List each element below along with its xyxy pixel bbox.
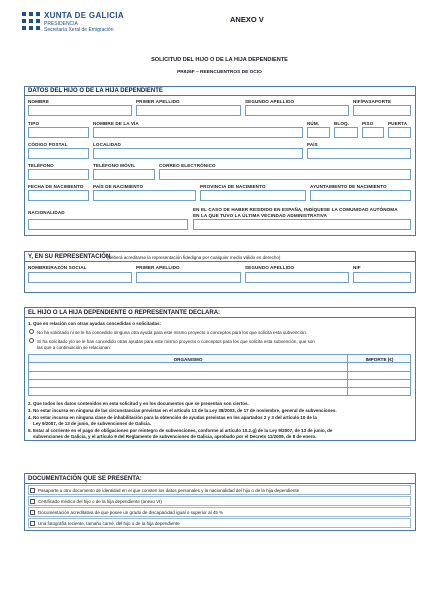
label-rep-nif: NIF [353, 265, 361, 270]
declaration-item-4-line-1: 4. No estar incursa en ninguna clase de inhabilitación para la obtención de ayudas previstas en los apartados 2 y 3 del artículo 10 de la [28, 415, 317, 420]
section-documentation-title: DOCUMENTACIÓN QUE SE PRESENTA: [28, 476, 142, 482]
label-localidad: LOCALIDAD [93, 142, 121, 147]
num-field[interactable] [307, 127, 330, 138]
label-puerta: PUERTA [388, 121, 408, 126]
section-divider [24, 95, 416, 96]
option-yes-aid-radio[interactable] [29, 338, 34, 343]
ayuntamiento-nacimiento-field[interactable] [310, 190, 411, 201]
section-representative-title: Y, EN SU REPRESENTACIÓN [28, 254, 111, 260]
representative-note: (deberá acreditarse la representación fidedigna por cualquier medio válido en derecho) [107, 255, 281, 260]
label-correo: CORREO ELECTRÓNICO [159, 163, 216, 168]
puerta-field[interactable] [388, 127, 411, 138]
pais-nacimiento-field[interactable] [93, 190, 196, 201]
aid-table-col-divider [347, 355, 348, 395]
label-nombre-via: NOMBRE DE LA VÍA [93, 121, 139, 126]
doc-item-2: Certificado médico del hijo o de la hija dependiente (anexo VI) [38, 499, 162, 504]
piso-field[interactable] [362, 127, 384, 138]
option-yes-aid-text-2: las que a continuación se relacionan: [37, 345, 112, 350]
telefono-movil-field[interactable] [93, 169, 155, 180]
declaration-item-4-line-2: Ley 9/2007, de 13 de junio, de subvenciones de Galicia. [33, 421, 152, 426]
label-nombre: NOMBRE [28, 99, 50, 104]
fecha-nacimiento-field[interactable] [28, 190, 89, 201]
label-bloq: BLOQ. [334, 121, 350, 126]
logo [20, 10, 42, 32]
segundo-apellido-field[interactable] [245, 105, 349, 116]
label-pais: PAÍS [307, 142, 318, 147]
label-rep-nombre: NOMBRE/RAZÓN SOCIAL [28, 265, 87, 270]
tipo-field[interactable] [28, 127, 89, 138]
label-num: NÚM. [307, 121, 320, 126]
table-row[interactable] [29, 371, 410, 372]
localidad-field[interactable] [93, 148, 303, 159]
codigo-postal-field[interactable] [28, 148, 89, 159]
correo-field[interactable] [159, 169, 411, 180]
section-dependent-title: DATOS DEL HIJO O DE LA HIJA DEPENDIENTE [28, 88, 163, 94]
nacionalidad-field[interactable] [28, 219, 188, 230]
label-segundo-apellido: SEGUNDO APELLIDO [245, 99, 295, 104]
form-title: SOLICITUD DEL HIJO O DE LA HIJA DEPENDIENTE [151, 57, 288, 63]
procedure-code: PR926F – REENCUENTROS DE OCIO [177, 70, 262, 75]
option-yes-aid-text-1: Sí ha solicitado y/o se le han concedido otras ayudas para este mismo proyecto o conceptos para los que solicita esta subvención, que son [37, 339, 315, 344]
option-no-aid-radio[interactable] [29, 329, 34, 334]
label-tipo: TIPO [28, 121, 40, 126]
label-nacionalidad: NACIONALIDAD [28, 210, 65, 215]
declaration-item-5-line-1: 5. Estar al corriente en el pago de obligaciones por reintegro de subvenciones, conforme al artículo 10.2.g) de la Ley 9/2007, de 13 de junio, de [28, 428, 333, 433]
provincia-nacimiento-field[interactable] [200, 190, 306, 201]
option-no-aid-text: No ha solicitado ni se le ha concedido ninguna otra ayuda para este mismo proyecto o conceptos para los que solicita esta subvención. [37, 330, 307, 335]
label-telefono-movil: TELÉFONO MÓVIL [93, 163, 136, 168]
org-name: XUNTA DE GALICIA [44, 11, 124, 20]
section-divider [24, 261, 416, 262]
doc-item-1: Pasaporte u otro documento de identidad en el que consten los datos personales y la nacionalidad del hijo o de la hija dependiente [38, 488, 300, 493]
doc-checkbox-3[interactable] [30, 510, 35, 515]
doc-item-4: Una fotografía reciente, tamaño carné, del hijo o de la hija dependiente [38, 521, 180, 526]
aid-table-col-importe: IMPORTE (€) [365, 356, 394, 362]
bloq-field[interactable] [334, 127, 358, 138]
label-ultima-vecindad-2: EN LA QUE TUVO LA ÚLTIMA VECINDAD ADMINISTRATIVA [193, 213, 328, 218]
nif-field[interactable] [353, 105, 411, 116]
primer-apellido-field[interactable] [136, 105, 241, 116]
telefono-field[interactable] [28, 169, 89, 180]
org-department: PRESIDENCIA [44, 21, 78, 27]
org-secretariat: Secretaría Xeral de Emigración [44, 27, 114, 33]
label-ultima-vecindad-1: EN EL CASO DE HABER RESIDIDO EN ESPAÑA, INDÍQUESE LA COMUNIDAD AUTÓNOMA [193, 207, 398, 212]
ultima-vecindad-field[interactable] [193, 219, 411, 230]
declaration-item-3: 3. No estar incursa en ninguna de las circunstancias previstas en el artículo 13 de la Ley 38/2003, de 17 de noviembre, general de subvenciones. [28, 408, 337, 413]
nombre-field[interactable] [28, 105, 132, 116]
section-divider [24, 317, 416, 318]
aid-table-col-organismo: ORGANISMO [173, 356, 203, 362]
label-piso: PISO [362, 121, 374, 126]
rep-nombre-field[interactable] [28, 272, 132, 283]
declaration-item-5-line-2: subvenciones de Galicia, y el artículo 9 del Reglamento de subvenciones de Galicia, aprobado por el Decreto 11/2009, de 8 de enero. [33, 434, 317, 439]
label-rep-segundo-apellido: SEGUNDO APELLIDO [245, 265, 295, 270]
label-primer-apellido: PRIMER APELLIDO [136, 99, 180, 104]
declaration-item-2: 2. Que todos los datos contenidos en esta solicitud y en los documentos que se presentan son ciertos. [28, 401, 249, 406]
label-nif: NIF/PASAPORTE [353, 99, 392, 104]
rep-nif-field[interactable] [353, 272, 411, 283]
label-pais-nacimiento: PAÍS DE NACIMIENTO [93, 184, 144, 189]
label-ayuntamiento-nacimiento: AYUNTAMIENTO DE NACIMIENTO [310, 184, 387, 189]
rep-primer-apellido-field[interactable] [136, 272, 241, 283]
xunta-emblem-icon [20, 10, 42, 32]
doc-checkbox-1[interactable] [30, 488, 35, 493]
table-row[interactable] [29, 387, 410, 388]
doc-item-3: Documentación acreditativa de que posee un grado de discapacidad igual o superior al 45 % [38, 510, 224, 515]
label-telefono: TELÉFONO [28, 163, 54, 168]
section-divider [24, 483, 416, 484]
declaration-item-1: 1. Que en relación con otras ayudas concedidas o solicitadas: [28, 321, 162, 326]
aid-table [28, 354, 411, 396]
annex-label: ANEXO V [230, 15, 264, 24]
doc-checkbox-4[interactable] [30, 521, 35, 526]
label-codigo-postal: CÓDIGO POSTAL [28, 142, 68, 147]
table-row[interactable] [29, 379, 410, 380]
doc-checkbox-2[interactable] [30, 499, 35, 504]
label-rep-primer-apellido: PRIMER APELLIDO [136, 265, 180, 270]
nombre-via-field[interactable] [93, 127, 303, 138]
rep-segundo-apellido-field[interactable] [245, 272, 349, 283]
pais-field[interactable] [307, 148, 411, 159]
label-provincia-nacimiento: PROVINCIA DE NACIMIENTO [200, 184, 266, 189]
label-fecha-nacimiento: FECHA DE NACIMIENTO [28, 184, 84, 189]
section-declaration-title: EL HIJO O LA HIJA DEPENDIENTE O REPRESENTANTE DECLARA: [28, 310, 221, 316]
